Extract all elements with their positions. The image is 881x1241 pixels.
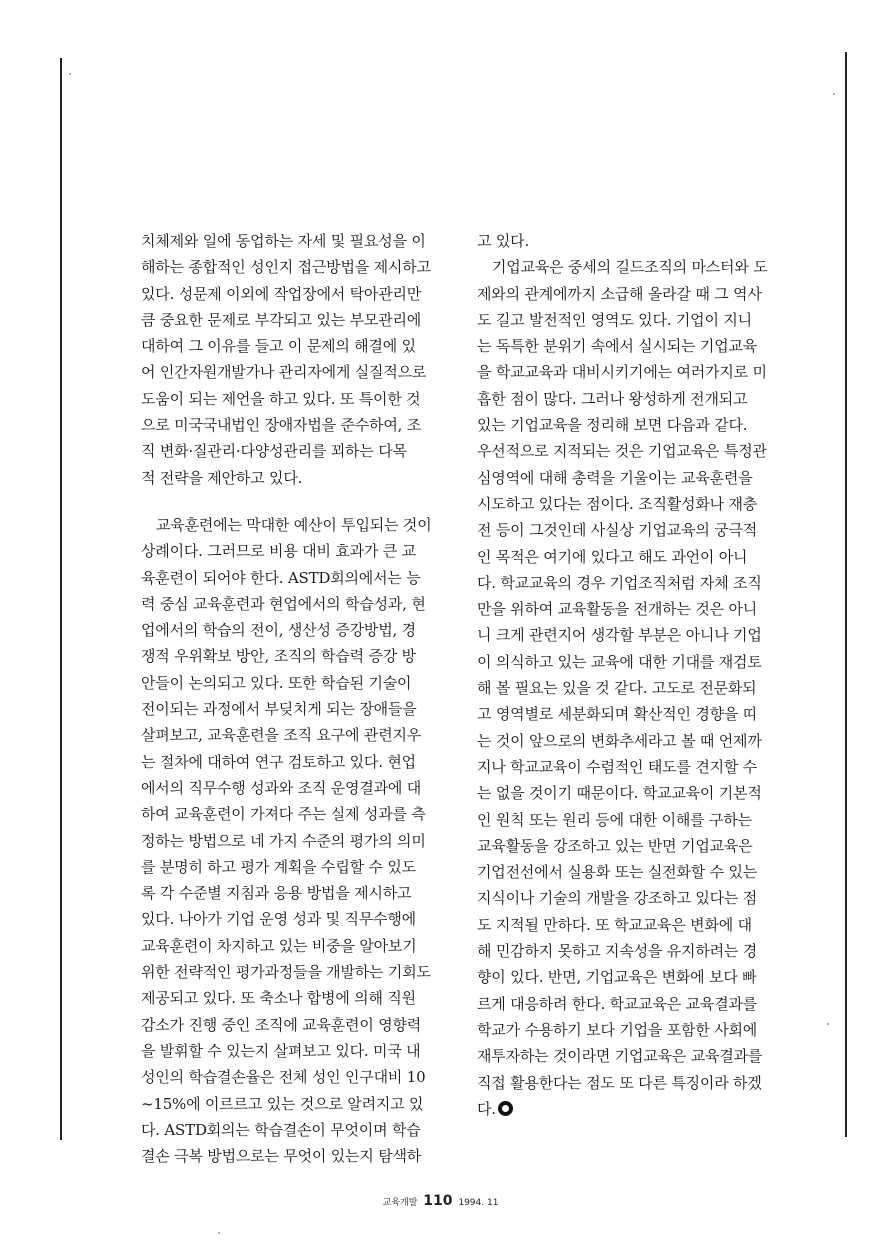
text-line-content: 고 있다.: [477, 232, 530, 250]
text-line-content: 해 민감하지 못하고 지속성을 유지하려는 경: [477, 942, 758, 961]
text-line-content: 이 의식하고 있는 교육에 대한 기대를 재검토: [477, 652, 762, 671]
text-line: [477, 544, 782, 570]
text-line-content: 고 영역별로 세분화되며 확산적인 경향을 띠: [477, 705, 758, 724]
text-line: [477, 938, 782, 964]
text-line: [477, 912, 782, 938]
end-mark-icon: [498, 1101, 513, 1116]
text-line: 상례이다. 그러므로 비용 대비 효과가 큰 교: [141, 542, 416, 561]
text-line: 으로 미국국내법인 장애자법을 준수하여, 조: [141, 416, 422, 435]
text-line-content: 도 길고 발전적인 영역도 있다. 기업이 지니: [477, 310, 752, 329]
text-line: ~15%에 이르르고 있는 것으로 알려지고 있: [141, 1094, 424, 1113]
right-margin-rule: [845, 52, 847, 1137]
text-line-content: 교육활동을 강조하고 있는 반면 기업교육은: [477, 836, 753, 855]
text-line: 있다. 성문제 이외에 작업장에서 탁아관리만: [141, 284, 422, 303]
text-line: [477, 254, 782, 280]
text-line: 해하는 종합적인 성인지 접근방법을 제시하고: [141, 258, 431, 277]
text-line-content: 직접 활용한다는 점도 또 다른 특징이라 하겠: [477, 1073, 762, 1092]
text-line: 력 중심 교육훈련과 현업에서의 학습성과, 현: [141, 594, 426, 613]
text-line: 육훈련이 되어야 한다. ASTD회의에서는 능: [141, 568, 421, 587]
text-line-content: 학교가 수용하기 보다 기업을 포함한 사회에: [477, 1020, 758, 1039]
footer-journal: 교육개발: [382, 1198, 418, 1208]
text-line: [477, 780, 782, 806]
text-line: 제공되고 있다. 또 축소나 합병에 의해 직원: [141, 989, 416, 1008]
text-line: 도움이 되는 제언을 하고 있다. 또 특이한 것: [141, 389, 421, 408]
text-line-content: 흡한 점이 많다. 그러나 왕성하게 전개되고: [477, 389, 748, 408]
text-line: [477, 754, 782, 780]
text-line-content: 다.: [477, 1099, 496, 1118]
text-line-content: 지식이나 기술의 개발을 강조하고 있다는 점: [477, 889, 758, 908]
text-line-content: 는 것이 앞으로의 변화추세라고 볼 때 언제까: [477, 731, 762, 750]
text-line: [477, 991, 782, 1017]
text-line-content: 우선적으로 지적되는 것은 기업교육은 특정관: [477, 442, 767, 461]
text-line: 치체제와 일에 동업하는 자세 및 필요성을 이: [141, 232, 426, 250]
text-line: 살펴보고, 교육훈련을 조직 요구에 관련지우: [141, 726, 422, 745]
text-line: [477, 228, 782, 254]
scan-speck: [827, 1023, 829, 1025]
text-line: 을 발휘할 수 있는지 살펴보고 있다. 미국 내: [141, 1041, 421, 1060]
text-line-content: 재투자하는 것이라면 기업교육은 교육결과를: [477, 1047, 763, 1066]
text-line: 위한 전략적인 평가과정들을 개발하는 기회도: [141, 963, 431, 982]
text-line: 있다. 나아가 기업 운영 성과 및 직무수행에: [141, 910, 416, 929]
text-line-content: 르게 대응하려 한다. 학교교육은 교육결과를: [477, 994, 758, 1013]
text-line-content: 심영역에 대해 총력을 기울이는 교육훈련을: [477, 468, 753, 487]
text-line: [477, 807, 782, 833]
text-line-content: 도 지적될 만하다. 또 학교교육은 변화에 대: [477, 915, 752, 934]
text-line: [477, 307, 782, 333]
text-line: [477, 333, 782, 359]
text-line-content: 기업교육은 중세의 길드조직의 마스터와 도: [492, 258, 768, 277]
text-line: [477, 1070, 782, 1096]
text-line: 적 전략을 제안하고 있다.: [141, 468, 303, 487]
text-line: [477, 1043, 782, 1069]
text-line: 안들이 논의되고 있다. 또한 학습된 기술이: [141, 673, 412, 692]
text-line-content: 있는 기업교육을 정리해 보면 다음과 같다.: [477, 416, 748, 435]
text-line: [477, 1017, 782, 1043]
left-column: [141, 228, 446, 1169]
text-line: [477, 833, 782, 859]
text-line: [477, 675, 782, 701]
text-line: [477, 701, 782, 727]
text-line: [477, 885, 782, 911]
text-line: [477, 859, 782, 885]
text-line: 정하는 방법으로 네 가지 수준의 평가의 의미: [141, 831, 426, 850]
footer-date: 1994. 11: [458, 1198, 499, 1208]
text-line: 결손 극복 방법으로는 무엇이 있는지 탐색하: [141, 1147, 422, 1166]
text-line: [477, 1096, 782, 1122]
scan-speck: [218, 1232, 220, 1234]
text-line: [477, 281, 782, 307]
text-line-content: 을 학교교육과 대비시키기에는 여러가지로 미: [477, 363, 767, 382]
text-line: 큼 중요한 문제로 부각되고 있는 부모관리에: [141, 310, 422, 329]
text-line: 쟁적 우위확보 방안, 조직의 학습력 증강 방: [141, 647, 416, 666]
text-line-content: 니 크게 관련지어 생각할 부분은 아니나 기업: [477, 626, 762, 645]
text-line: [477, 438, 782, 464]
text-line-content: 지나 학교교육이 수렴적인 태도를 견지할 수: [477, 757, 758, 776]
paragraph-gap: [141, 491, 446, 512]
text-line: 직 변화·질관리·다양성관리를 꾀하는 다목: [141, 442, 407, 461]
text-line-content: 제와의 관계에까지 소급해 올라갈 때 그 역사: [477, 284, 762, 303]
text-line-content: 전 등이 그것인데 사실상 기업교육의 궁극적: [477, 521, 758, 540]
text-line-content: 다. 학교교육의 경우 기업조직처럼 자체 조직: [477, 573, 762, 592]
footer-page-number: 110: [423, 1193, 453, 1209]
text-line-content: 해 볼 필요는 있을 것 같다. 고도로 전문화되: [477, 679, 757, 698]
text-line: 를 분명히 하고 평가 계획을 수립할 수 있도: [141, 857, 416, 876]
text-line: [477, 728, 782, 754]
text-line: 교육훈련에는 막대한 예산이 투입되는 것이: [156, 515, 432, 534]
text-line-content: 인 목적은 여기에 있다고 해도 과언이 아니: [477, 547, 748, 566]
text-line: 업에서의 학습의 전이, 생산성 증강방법, 경: [141, 621, 416, 640]
text-line: [477, 570, 782, 596]
text-line: [477, 517, 782, 543]
text-line: [477, 386, 782, 412]
text-line: [477, 465, 782, 491]
text-line-content: 향이 있다. 반면, 기업교육은 변화에 보다 빠: [477, 968, 757, 987]
left-margin-rule: [60, 58, 62, 1140]
text-line: [477, 359, 782, 385]
text-line: 에서의 직무수행 성과와 조직 운영결과에 대: [141, 778, 422, 797]
text-line: 다. ASTD회의는 학습결손이 무엇이며 학습: [141, 1120, 421, 1139]
text-line: 전이되는 과정에서 부딪치게 되는 장애들을: [141, 700, 417, 719]
scan-speck: [69, 73, 71, 75]
text-line-content: 기업전선에서 실용화 또는 실전화할 수 있는: [477, 863, 758, 882]
text-line: [477, 964, 782, 990]
text-line: 감소가 진행 중인 조직에 교육훈련이 영향력: [141, 1015, 422, 1034]
text-line-content: 인 원칙 또는 원리 등에 대한 이해를 구하는: [477, 810, 752, 829]
scan-speck: [833, 93, 835, 95]
text-line: [477, 596, 782, 622]
text-line: [477, 491, 782, 517]
text-line: 어 인간자원개발가나 관리자에게 실질적으로: [141, 363, 427, 382]
text-line: 록 각 수준별 지침과 응용 방법을 제시하고: [141, 884, 412, 903]
right-column: [477, 228, 782, 1122]
text-line: 성인의 학습결손율은 전체 성인 인구대비 10: [141, 1068, 426, 1087]
text-line-content: 시도하고 있다는 점이다. 조직활성화나 재충: [477, 494, 758, 513]
text-line: [477, 622, 782, 648]
text-line-content: 는 없을 것이기 때문이다. 학교교육이 기본적: [477, 784, 762, 803]
text-line-content: 는 독특한 분위기 속에서 실시되는 기업교육: [477, 337, 758, 356]
text-line: 는 절차에 대하여 연구 검토하고 있다. 현업: [141, 752, 416, 771]
text-line: 교육훈련이 차지하고 있는 비중을 알아보기: [141, 936, 417, 955]
text-line: 하여 교육훈련이 가져다 주는 실제 성과를 측: [141, 805, 426, 824]
text-line: 대하여 그 이유를 들고 이 문제의 해결에 있: [141, 337, 416, 356]
page-footer: [0, 1193, 881, 1209]
text-line: [477, 649, 782, 675]
text-line-content: 만을 위하여 교육활동을 전개하는 것은 아니: [477, 600, 758, 619]
text-line: [477, 412, 782, 438]
